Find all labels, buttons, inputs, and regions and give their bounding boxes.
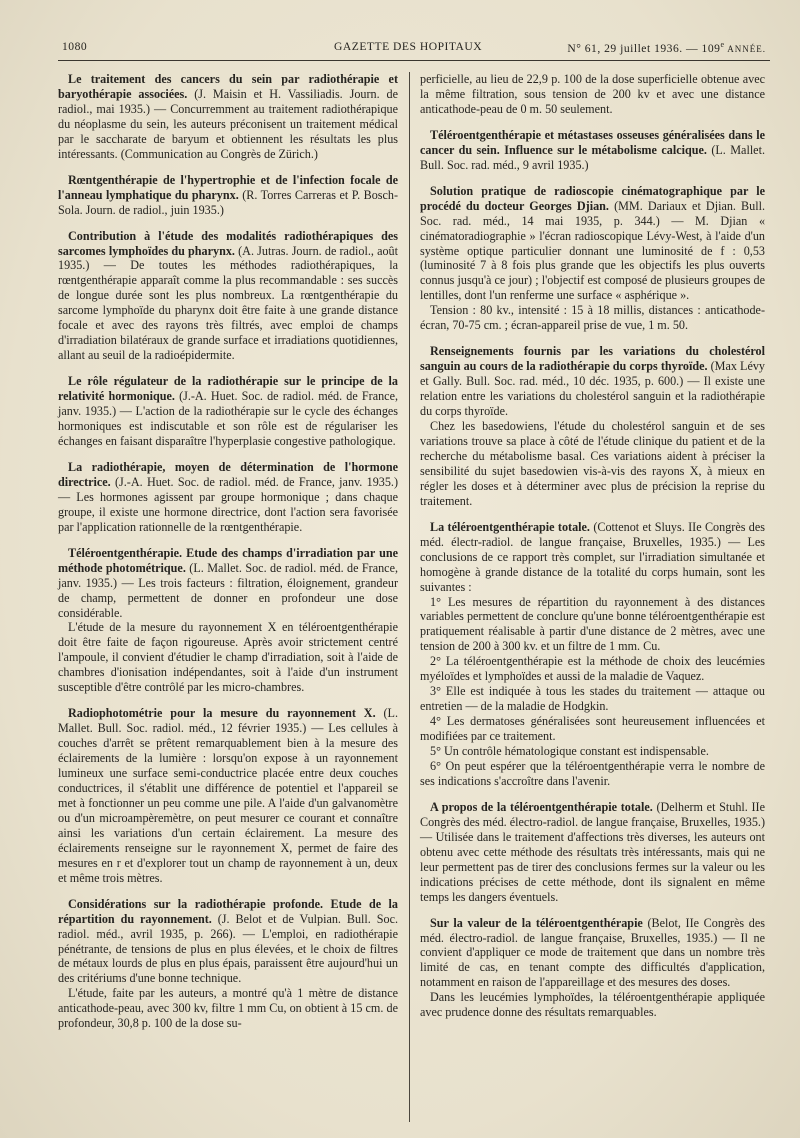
article-belot-valeur — [420, 916, 765, 1021]
column-divider — [409, 72, 410, 1122]
article-huet-1 — [58, 374, 398, 449]
article-mallet-radio — [58, 706, 398, 885]
article-ref: (L. Mallet. Soc. de radiol. méd. de France, janv. 1935.) — [58, 560, 398, 590]
article-ref: (R. Torres Carreras et P. Bosch-Sola. Journ. de radiol., juin 1935.) — [58, 187, 398, 217]
article-jutras — [58, 229, 398, 364]
article-title: Contribution à l'étude des modalités radiothérapiques des sarcomes lymphoïdes du pharynx. — [58, 228, 398, 258]
article-ref: (Max Lévy et Gally. Bull. Soc. rad. méd., 10 déc. 1935, p. 600.) — [420, 359, 765, 389]
issue-sup: e — [720, 40, 725, 49]
article-ref: (MM. Dariaux et Djian. Bull. Soc. rad. méd., 14 mai 1935, p. 344.) — [420, 198, 765, 228]
article-title: Téléroentgenthérapie et métastases osseuses généralisées dans le cancer du sein. Influence sur le métabolisme calcique. — [420, 127, 765, 157]
article-body: — Concurremment au traitement radiothérapique du néoplasme du sein, les auteurs préconisent un traitement médical par le saccharate de baryum et obtiennent les résultats les plus intéressants. (Communication au Congrès de Zürich.) — [58, 101, 399, 161]
article-cottenot-sluys — [420, 520, 765, 789]
conclusion-item: 1° Les mesures de répartition du rayonnement à des distances variables permettent de conclure qu'une bonne téléroentgenthérapie est pratiquement réalisable à partir d'une distance de 2 mètres, avec une tension de 200 à 300 kv. et un filtre de 1 mm. Cu. — [420, 594, 765, 654]
article-para — [420, 520, 765, 595]
header-rule — [58, 60, 770, 61]
article-ref: (Belot, IIe Congrès des méd. électro-radiol. de langue française, Bruxelles, 1935.) — [420, 915, 765, 945]
article-para — [420, 344, 765, 419]
conclusion-item: 5° Un contrôle hématologique constant est indispensable. — [430, 744, 709, 759]
article-torres — [58, 173, 398, 218]
article-title: Solution pratique de radioscopie cinématographique par le procédé du docteur Georges Djian. — [420, 183, 765, 213]
article-title: Rœntgenthérapie de l'hypertrophie et de l'infection focale de l'anneau lymphatique du pharynx. — [58, 172, 398, 202]
article-title: Sur la valeur de la téléroentgenthérapie — [430, 915, 643, 930]
journal-title: GAZETTE DES HOPITAUX — [334, 40, 483, 53]
article-body: — L'action de la radiothérapie sur le cycle des échanges hormoniques est indiscutable et son rôle est de régulariser les échanges en faisant disparaître l'hyperplasie congestive pathologique. — [58, 404, 399, 448]
article-continuation: perficielle, au lieu de 22,9 p. 100 de la dose superficielle obtenue avec la même filtration, sous tension de 200 kv et avec une distance anticathode-peau de 0 m. 50 seulement. — [420, 72, 765, 116]
article-para: Chez les basedowiens, l'étude du cholestérol sanguin et de ses variations trouve sa place à côté de l'étude clinique du patient et de la recherche du métabolisme basal. Ces variations aident à préciser la sensibilité du sujet basedowien vis-à-vis des rayons X, à mieux en régler les doses et à déterminer avec plus de précision la reprise du traitement. — [420, 419, 765, 508]
article-levy-gally — [420, 344, 765, 508]
left-column — [58, 72, 398, 1042]
article-body: — L'emploi, en radiothérapie pénétrante, de tensions de plus en plus élevées, et le choix de filtres de métaux lourds de plus en plus épais, paraissent être aujourd'hui un des critériums d'une bonne technique. — [58, 926, 398, 986]
article-ref: (J. Maisin et H. Vassiliadis. Journ. de radiol., mai 1935.) — [58, 86, 398, 116]
article-delherm-stuhl — [420, 800, 765, 905]
article-ref: (L. Mallet. Bull. Soc. rad. méd., 9 avril 1935.) — [420, 142, 765, 172]
article-title: Le rôle régulateur de la radiothérapie sur le principe de la relativité hormonique. — [58, 374, 398, 404]
article-huet-2 — [58, 460, 398, 535]
article-para — [420, 916, 765, 991]
conclusion-item: 6° On peut espérer que la téléroentgenthérapie verra le nombre de ses indications s'accroître dans l'avenir. — [420, 758, 765, 788]
article-body: — Les conclusions de ce rapport très complet, sur l'irradiation simultanée et homogène à grande distance de la totalité du corps humain, sont les suivantes : — [420, 534, 765, 594]
conclusion-item: 3° Elle est indiquée à tous les stades du traitement — attaque ou entretien — de la maladie de Hodgkin. — [420, 684, 765, 714]
article-title: Renseignements fournis par les variations du cholestérol sanguin au cours de la radiothérapie du corps thyroïde. — [420, 344, 765, 374]
issue-line — [567, 40, 766, 55]
article-ref: (J. Belot et de Vulpian. Bull. Soc. radiol. méd., avril 1935, p. 266). — [58, 911, 399, 941]
conclusion-item: 4° Les dermatoses généralisées sont heureusement influencées et modifiées par ce traitement. — [420, 714, 765, 744]
article-title: Considérations sur la radiothérapie profonde. Etude de la répartition du rayonnement. — [58, 896, 398, 926]
article-ref: (Cottenot et Sluys. IIe Congrès des méd. électr-radiol. de langue française, Bruxelles, 1935.) — [420, 519, 765, 549]
article-ref: (A. Jutras. Journ. de radiol., août 1935.) — [58, 243, 398, 273]
article-para — [58, 897, 398, 987]
right-column — [420, 72, 765, 1031]
article-para: Dans les leucémies lymphoïdes, la téléroentgenthérapie appliquée avec prudence donne des résultats remarquables. — [420, 990, 765, 1020]
article-para: L'étude de la mesure du rayonnement X en téléroentgenthérapie doit être faite de façon rigoureuse. Après avoir strictement centré l'ampoule, il convient d'étudier le champ d'irradiation, soit à l'aide de chambres d'ionisation indépendantes, soit à l'aide d'un instrument susceptible d'être contrôlé par les micro-chambres. — [58, 620, 398, 695]
issue-date: N° 61, 29 juillet 1936. — 109 — [567, 41, 721, 55]
article-ref: (J.-A. Huet. Soc. de radiol. méd. de France, janv. 1935.) — [58, 389, 398, 419]
article-title: Le traitement des cancers du sein par radiothérapie et baryothérapie associées. — [58, 72, 398, 101]
article-para: Tension : 80 kv., intensité : 15 à 18 millis, distances : anticathode-écran, 70-75 cm. ; écran-appareil prise de vue, 1 m. 50. — [420, 303, 765, 333]
article-body: — De toutes les méthodes radiothérapiques, la rœntgenthérapie apparaît comme la plus recommandable : ses succès de longue durée sont les plus nombreux. La rœntgenthérapie du sarcome lymphoïde du pharynx doit être faite à une grande distance focale et avec des rayons très filtrés, avec emploi de champs d'irradiation bilatéraux de grande surface et irradiations quotidiennes, allant au seuil de la radioépidermite. — [58, 258, 398, 363]
article-belot-vulpian — [58, 897, 398, 1032]
article-mallet-tele — [58, 546, 398, 696]
issue-year: ANNÉE. — [724, 43, 766, 54]
article-title: Radiophotométrie pour la mesure du rayonnement X. — [68, 706, 376, 721]
article-body: — Les hormones agissent par groupe hormonique ; dans chaque groupe, il existe une hormone directrice, dont l'action sera favorisée par l'application rationnelle de la rœntgenthérapie. — [58, 489, 398, 534]
article-djian — [420, 184, 765, 334]
article-ref: (L. Mallet. Bull. Soc. radiol. méd., 12 février 1935.) — [58, 706, 398, 736]
article-body: — Les cellules à couches d'arrêt se prêtent remarquablement bien à la mesure des éclairements de la lumière : lorsqu'on expose à un rayonnement lumineux une surface semi-conductrice placée entre deux couches conductrices, il s'établit une différence de potentiel et l'appareil se met à fonctionner un peu comme une pile. A l'aide d'un galvanomètre ou d'un microampèremètre, on peut mesurer ce courant et connaître ainsi les variations d'un certain éclairement. La mesure des éclairements renseigne sur le rayonnement X, permet de faire des mesures en r et d'explorer tout un champ de rayonnement à un, deux et même trois mètres. — [58, 721, 398, 885]
article-para: L'étude, faite par les auteurs, a montré qu'à 1 mètre de distance anticathode-peau, avec 300 kv, filtre 1 mm Cu, on obtient à 15 cm. de profondeur, 30,8 p. 100 de la dose su- — [58, 986, 398, 1031]
article-ref: (J.-A. Huet. Soc. de radiol. méd. de France, janv. 1935.) — [110, 474, 398, 489]
article-title: La téléroentgenthérapie totale. — [430, 519, 590, 534]
article-title: A propos de la téléroentgenthérapie totale. — [430, 799, 653, 814]
page-header — [62, 38, 766, 60]
article-para — [58, 546, 398, 621]
article-title: La radiothérapie, moyen de détermination de l'hormone directrice. — [58, 459, 398, 489]
article-para — [420, 184, 765, 304]
article-title: Téléroentgenthérapie. Etude des champs d'irradiation par une méthode photométrique. — [58, 545, 398, 575]
article-body: — Il existe une relation entre les variations du cholestérol sanguin et la radiothérapie du corps thyroïde. — [420, 374, 765, 419]
article-maisin — [58, 72, 398, 162]
page-number: 1080 — [62, 40, 88, 53]
article-body: — Les trois facteurs : filtration, éloignement, grandeur de champ, permettent de donner en profondeur une dose considérable. — [58, 575, 398, 620]
article-ref: (Delherm et Stuhl. IIe Congrès des méd. électro-radiol. de langue française, Bruxelles, 1935.) — [420, 799, 765, 829]
conclusion-item: 2° La téléroentgenthérapie est la méthode de choix des leucémies myéloïdes et lymphoïdes et aussi de la maladie de Vaquez. — [420, 654, 765, 684]
article-mallet-metastases — [420, 128, 765, 173]
article-body: — Utilisée dans le traitement d'affections très diverses, les auteurs ont obtenu avec cette méthode des résultats très intéressants, mais qui ne leur permettent pas de tirer des conclusions fermes sur la valeur ou les indications précises de cette méthode, dont ils signalent en même temps les dangers éventuels. — [420, 829, 765, 904]
article-body: — M. Djian « cinématoradiographie » l'écran radioscopique Lévy-West, à l'aide d'un système optique particulier donnant une luminosité de f : 0,53 (luminosité 7 à 8 fois plus grande que les objectifs les plus ouverts connus jusqu'à ce jour) ; l'objectif est composé de plusieurs groupes de lentilles, dont l'un renferme une surface « asphérique ». — [420, 213, 766, 303]
article-body: — Il ne convient d'appliquer ce mode de traitement que dans un nombre très limité de cas, en tenant compte des difficultés d'application, notamment en raison de l'appareillage et des mesures des doses. — [420, 930, 765, 990]
